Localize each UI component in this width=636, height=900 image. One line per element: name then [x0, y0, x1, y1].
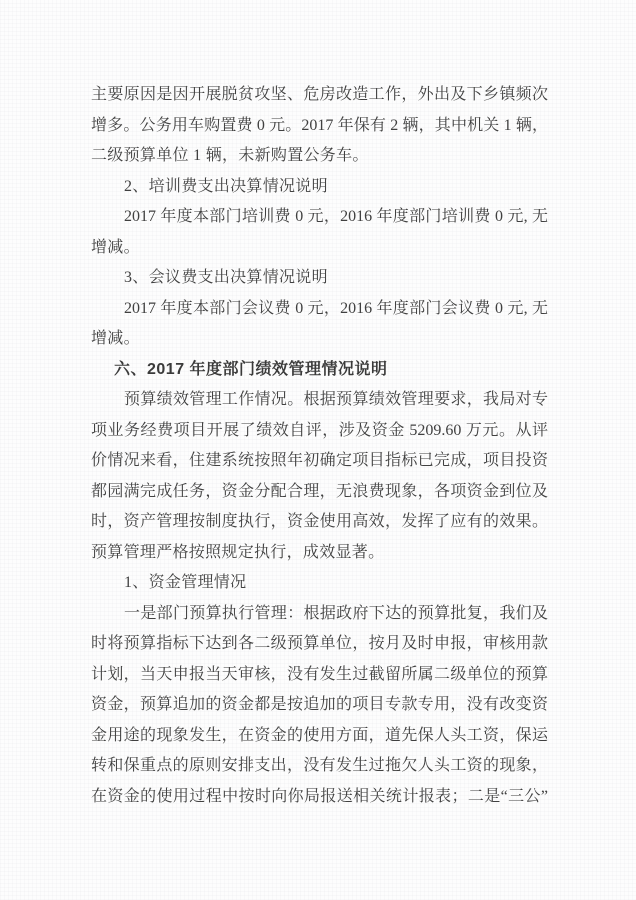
body-line: 一是部门预算执行管理：根据政府下达的预算批复，我们及 [124, 604, 548, 622]
body-line: 计划，当天申报当天审核，没有发生过截留所属二级单位的预算 [91, 665, 548, 683]
subheading-meeting-fee: 3、会议费支出决算情况说明 [124, 269, 328, 286]
body-line: 增减。 [91, 238, 140, 256]
body-line: 价情况来看，住建系统按照年初确定项目指标已完成，项目投资 [91, 452, 548, 469]
body-line: 二级预算单位 1 辆，未新购置公务车。 [91, 147, 369, 164]
body-line: 2017 年度本部门会议费 0 元，2016 年度部门会议费 0 元, 无 [124, 299, 548, 317]
body-line: 项业务经费项目开展了绩效自评，涉及资金 5209.60 万元。从评 [91, 421, 548, 439]
body-line: 资金，预算追加的资金都是按追加的项目专款专用，没有改变资 [91, 696, 548, 713]
subheading-training-fee: 2、培训费支出决算情况说明 [124, 177, 328, 195]
body-line: 时将预算指标下达到各二级预算单位，按月及时申报，审核用款 [91, 635, 548, 652]
body-line: 都园满完成任务，资金分配合理，无浪费现象，各项资金到位及 [91, 482, 548, 500]
body-line: 主要原因是因开展脱贫攻坚、危房改造工作，外出及下乡镇频次 [91, 86, 548, 103]
subheading-fund-management: 1、资金管理情况 [124, 574, 247, 591]
body-line: 时，资产管理按制度执行，资金使用高效，发挥了应有的效果。 [91, 513, 548, 530]
body-line: 增多。公务用车购置费 0 元。2017 年保有 2 辆，其中机关 1 辆， [91, 116, 548, 134]
body-line: 金用途的现象发生，在资金的使用方面，道先保人头工资，保运 [91, 726, 548, 744]
body-line: 在资金的使用过程中按时向你局报送相关统计报表；二是“三公” [91, 787, 548, 805]
section-heading-performance: 六、2017 年度部门绩效管理情况说明 [114, 360, 388, 378]
body-line: 2017 年度本部门培训费 0 元，2016 年度部门培训费 0 元, 无 [124, 208, 548, 225]
body-line: 预算绩效管理工作情况。根据预算绩效管理要求，我局对专 [124, 391, 548, 408]
body-line: 增减。 [91, 330, 140, 347]
body-line: 预算管理严格按照规定执行，成效显著。 [91, 543, 385, 561]
body-line: 转和保重点的原则安排支出，没有发生过拖欠人头工资的现象， [91, 757, 548, 774]
